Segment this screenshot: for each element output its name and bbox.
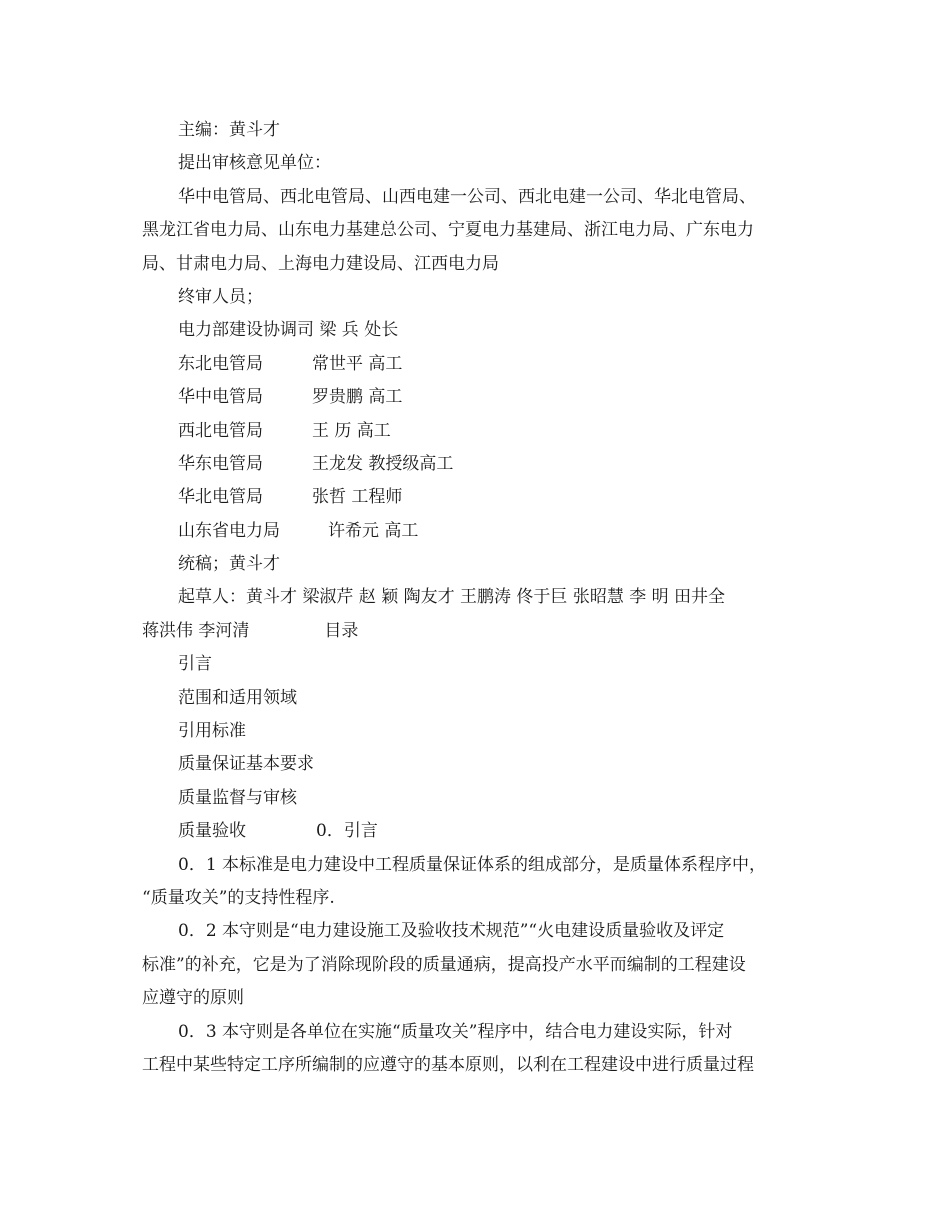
toc-item-with-heading xyxy=(142,815,832,848)
toc-item: 引用标准 xyxy=(178,721,246,742)
reviewer-person: 张哲 工程师 xyxy=(312,487,403,508)
paragraph-line: 标准”的补充，它是为了消除现阶段的质量通病，提高投产水平而编制的工程建设 xyxy=(142,954,746,975)
toc-item: 质量验收 xyxy=(178,821,246,842)
final-reviewer-row xyxy=(142,415,832,448)
paragraph-line: 0．1 本标准是电力建设中工程质量保证体系的组成部分，是质量体系程序中， xyxy=(178,854,767,875)
reviewer-person: 许希元 高工 xyxy=(328,520,419,541)
reviewer-unit: 华北电管局 xyxy=(178,487,263,508)
paragraph xyxy=(142,849,832,916)
final-reviewer-row: 电力部建设协调司 梁 兵 处长 xyxy=(178,320,399,341)
paragraph-line: “质量攻关”的支持性程序. xyxy=(142,887,335,908)
final-reviewers-label: 终审人员； xyxy=(178,286,263,307)
intro-heading: 0．引言 xyxy=(316,821,378,842)
drafters-line-1: 起草人：黄斗才 梁淑芹 赵 颖 陶友才 王鹏涛 佟于巨 张昭慧 李 明 田井全 xyxy=(178,587,726,608)
final-reviewer-row xyxy=(142,448,832,481)
reviewer-unit: 华东电管局 xyxy=(178,453,263,474)
final-reviewer-row xyxy=(142,481,832,514)
review-units-line-3: 局、甘肃电力局、上海电力建设局、江西电力局 xyxy=(142,253,499,274)
reviewer-person: 罗贵鹏 高工 xyxy=(312,387,403,408)
reviewer-person: 王 历 高工 xyxy=(312,420,391,441)
toc-item: 范围和适用领域 xyxy=(178,687,297,708)
review-units-line-1: 华中电管局、西北电管局、山西电建一公司、西北电建一公司、华北电管局、 xyxy=(178,186,756,207)
toc-title: 目录 xyxy=(324,620,359,641)
paragraph-line: 工程中某些特定工序所编制的应遵守的基本原则，以利在工程建设中进行质量过程 xyxy=(142,1054,754,1075)
paragraph xyxy=(142,1016,832,1083)
toc-item: 质量保证基本要求 xyxy=(178,754,314,775)
reviewer-person: 王龙发 教授级高工 xyxy=(312,453,454,474)
reviewer-unit: 东北电管局 xyxy=(178,353,263,374)
final-reviewer-row xyxy=(142,348,832,381)
paragraph xyxy=(142,915,832,1015)
reviewer-unit: 华中电管局 xyxy=(178,387,263,408)
editor-line: 主编：黄斗才 xyxy=(178,120,280,140)
document-body xyxy=(142,114,832,1082)
review-units-label: 提出审核意见单位： xyxy=(178,153,331,174)
compiler-line: 统稿；黄斗才 xyxy=(178,554,280,575)
paragraph-line: 0．2 本守则是“电力建设施工及验收技术规范”“火电建设质量验收及评定 xyxy=(178,921,725,942)
toc-item: 引言 xyxy=(178,654,212,675)
drafters-line-2 xyxy=(142,615,832,648)
paragraph-line: 应遵守的原则 xyxy=(142,988,244,1009)
reviewer-person: 常世平 高工 xyxy=(312,353,403,374)
reviewer-unit: 山东省电力局 xyxy=(178,520,280,541)
toc-item: 质量监督与审核 xyxy=(178,787,297,808)
review-units-line-2: 黑龙江省电力局、山东电力基建总公司、宁夏电力基建局、浙江电力局、广东电力 xyxy=(142,220,754,241)
paragraph-line: 0．3 本守则是各单位在实施“质量攻关”程序中，结合电力建设实际，针对 xyxy=(178,1021,733,1042)
final-reviewer-row xyxy=(142,381,832,414)
drafters-names: 蒋洪伟 李河清 xyxy=(142,620,250,641)
final-reviewer-row xyxy=(142,515,832,548)
reviewer-unit: 西北电管局 xyxy=(178,420,263,441)
